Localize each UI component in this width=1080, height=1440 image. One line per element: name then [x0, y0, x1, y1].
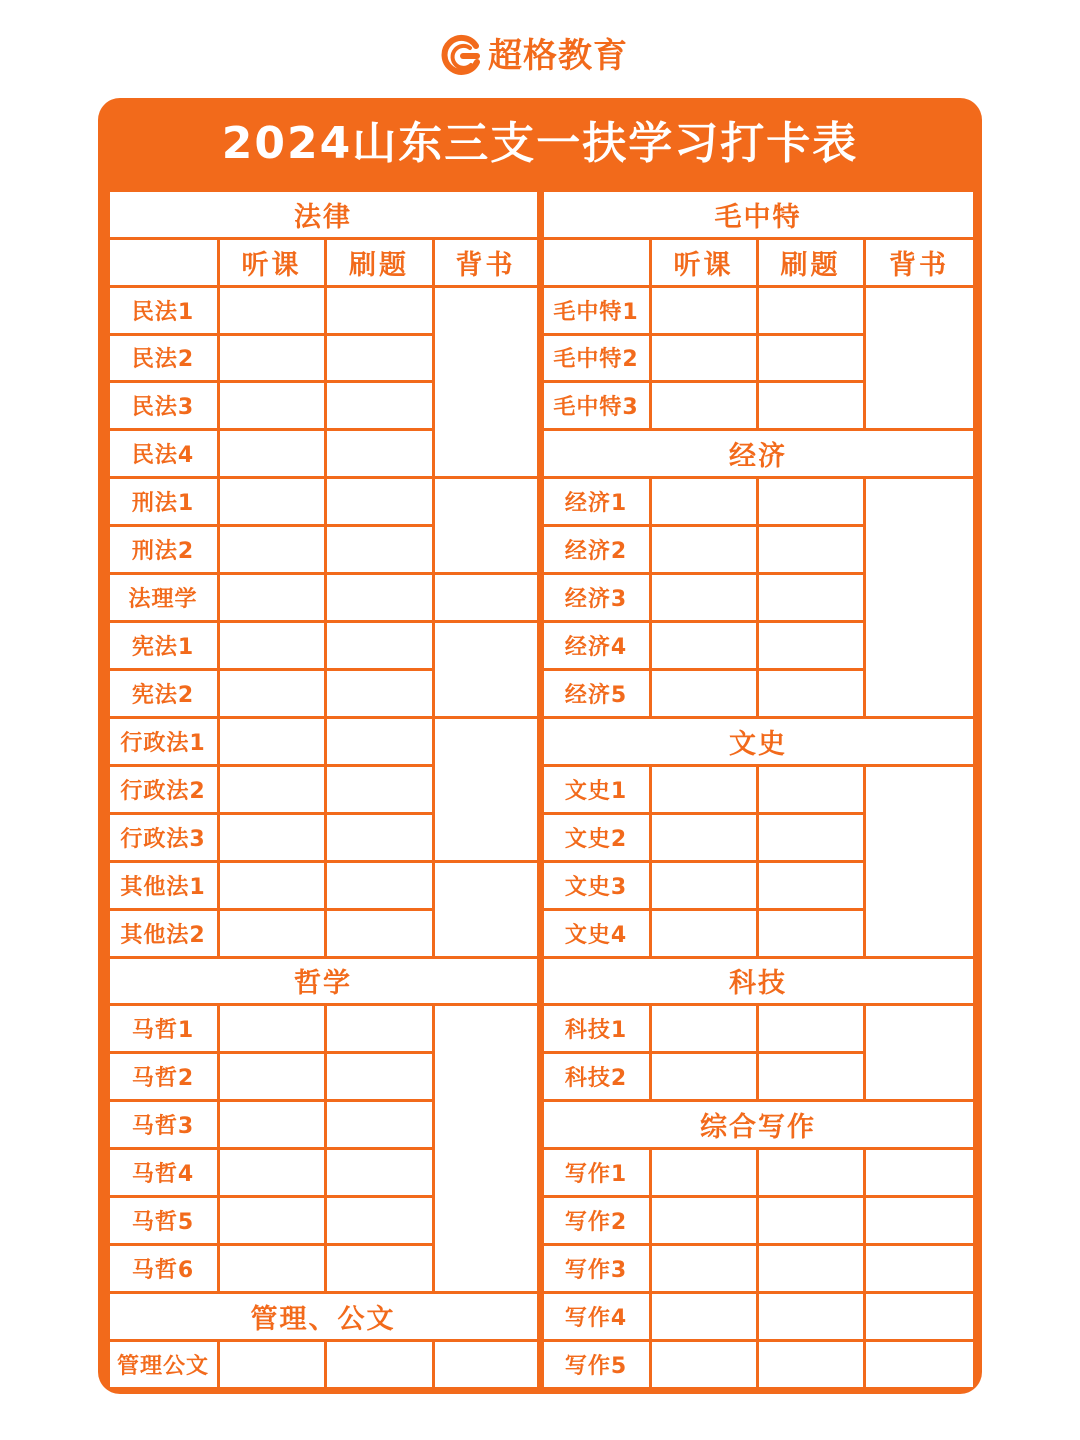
item-label-writing-3: 写作3: [544, 1246, 649, 1291]
memorize-checkbox-writing-1[interactable]: [866, 1150, 973, 1195]
memorize-checkbox-constitution[interactable]: [435, 623, 537, 716]
listen-checkbox-law-12[interactable]: [220, 815, 324, 860]
item-label-economy-5: 经济5: [544, 671, 649, 716]
item-label-history-3: 文史3: [544, 863, 649, 908]
item-label-writing-2: 写作2: [544, 1198, 649, 1243]
listen-checkbox-law-8[interactable]: [220, 623, 324, 668]
memorize-checkbox-writing-2[interactable]: [866, 1198, 973, 1243]
practice-checkbox-tech-2[interactable]: [759, 1054, 863, 1099]
practice-checkbox-philosophy-6[interactable]: [327, 1246, 432, 1291]
item-label-law-11: 行政法2: [110, 767, 217, 812]
item-label-law-4: 民法4: [110, 431, 217, 476]
item-label-philosophy-4: 马哲4: [110, 1150, 217, 1195]
practice-checkbox-writing-3[interactable]: [759, 1246, 863, 1291]
practice-checkbox-philosophy-5[interactable]: [327, 1198, 432, 1243]
section-header-tech: 科技: [544, 959, 973, 1003]
listen-checkbox-writing-1[interactable]: [652, 1150, 756, 1195]
listen-checkbox-law-3[interactable]: [220, 383, 324, 428]
listen-checkbox-law-7[interactable]: [220, 575, 324, 620]
listen-checkbox-writing-3[interactable]: [652, 1246, 756, 1291]
listen-checkbox-tech-1[interactable]: [652, 1006, 756, 1051]
practice-checkbox-law-8[interactable]: [327, 623, 432, 668]
column-header-practice: 刷题: [759, 240, 863, 285]
listen-checkbox-law-4[interactable]: [220, 431, 324, 476]
practice-checkbox-writing-2[interactable]: [759, 1198, 863, 1243]
item-label-law-3: 民法3: [110, 383, 217, 428]
column-header-listen: 听课: [220, 240, 324, 285]
practice-checkbox-mao-3[interactable]: [759, 383, 863, 428]
listen-checkbox-economy-1[interactable]: [652, 479, 756, 524]
listen-checkbox-law-6[interactable]: [220, 527, 324, 572]
item-label-economy-1: 经济1: [544, 479, 649, 524]
listen-checkbox-law-13[interactable]: [220, 863, 324, 908]
column-header-memorize: 背书: [866, 240, 973, 285]
practice-checkbox-law-6[interactable]: [327, 527, 432, 572]
practice-checkbox-mao-1[interactable]: [759, 288, 863, 333]
practice-checkbox-philosophy-1[interactable]: [327, 1006, 432, 1051]
practice-checkbox-law-10[interactable]: [327, 719, 432, 764]
listen-checkbox-writing-4[interactable]: [652, 1294, 756, 1339]
listen-checkbox-history-2[interactable]: [652, 815, 756, 860]
column-header-listen: 听课: [652, 240, 756, 285]
practice-checkbox-history-1[interactable]: [759, 767, 863, 812]
listen-checkbox-law-2[interactable]: [220, 336, 324, 380]
item-label-law-7: 法理学: [110, 575, 217, 620]
practice-checkbox-history-4[interactable]: [759, 911, 863, 956]
memorize-checkbox-jurisprudence[interactable]: [435, 575, 537, 620]
listen-checkbox-philosophy-5[interactable]: [220, 1198, 324, 1243]
memorize-checkbox-writing-3[interactable]: [866, 1246, 973, 1291]
listen-checkbox-history-1[interactable]: [652, 767, 756, 812]
item-label-writing-1: 写作1: [544, 1150, 649, 1195]
listen-checkbox-economy-2[interactable]: [652, 527, 756, 572]
listen-checkbox-law-5[interactable]: [220, 479, 324, 524]
listen-checkbox-history-4[interactable]: [652, 911, 756, 956]
listen-checkbox-law-9[interactable]: [220, 671, 324, 716]
listen-checkbox-philosophy-3[interactable]: [220, 1102, 324, 1147]
practice-checkbox-law-14[interactable]: [327, 911, 432, 956]
memorize-checkbox-tech[interactable]: [866, 1006, 973, 1099]
listen-checkbox-economy-5[interactable]: [652, 671, 756, 716]
memorize-checkbox-admin-law[interactable]: [435, 719, 537, 860]
item-label-writing-5: 写作5: [544, 1342, 649, 1387]
brand-logo-c-icon: [440, 34, 484, 78]
item-label-law-12: 行政法3: [110, 815, 217, 860]
listen-checkbox-writing-2[interactable]: [652, 1198, 756, 1243]
item-label-philosophy-6: 马哲6: [110, 1246, 217, 1291]
practice-checkbox-economy-3[interactable]: [759, 575, 863, 620]
item-label-writing-4: 写作4: [544, 1294, 649, 1339]
practice-checkbox-writing-4[interactable]: [759, 1294, 863, 1339]
column-header-practice: 刷题: [327, 240, 432, 285]
item-label-mao-2: 毛中特2: [544, 336, 649, 380]
right-header-corner: [544, 240, 649, 285]
listen-checkbox-philosophy-4[interactable]: [220, 1150, 324, 1195]
item-label-economy-2: 经济2: [544, 527, 649, 572]
practice-checkbox-law-12[interactable]: [327, 815, 432, 860]
practice-checkbox-law-4[interactable]: [327, 431, 432, 476]
listen-checkbox-law-14[interactable]: [220, 911, 324, 956]
item-label-history-2: 文史2: [544, 815, 649, 860]
listen-checkbox-law-11[interactable]: [220, 767, 324, 812]
memorize-checkbox-civil-law[interactable]: [435, 288, 537, 476]
practice-checkbox-economy-2[interactable]: [759, 527, 863, 572]
practice-checkbox-economy-1[interactable]: [759, 479, 863, 524]
practice-checkbox-mao-2[interactable]: [759, 336, 863, 380]
item-label-mao-1: 毛中特1: [544, 288, 649, 333]
item-label-law-5: 刑法1: [110, 479, 217, 524]
item-label-management-1: 管理公文: [110, 1342, 217, 1387]
item-label-law-13: 其他法1: [110, 863, 217, 908]
item-label-economy-4: 经济4: [544, 623, 649, 668]
practice-checkbox-law-3[interactable]: [327, 383, 432, 428]
listen-checkbox-mao-1[interactable]: [652, 288, 756, 333]
practice-checkbox-tech-1[interactable]: [759, 1006, 863, 1051]
listen-checkbox-history-3[interactable]: [652, 863, 756, 908]
item-label-law-6: 刑法2: [110, 527, 217, 572]
item-label-history-4: 文史4: [544, 911, 649, 956]
practice-checkbox-management-1[interactable]: [327, 1342, 432, 1387]
item-label-philosophy-2: 马哲2: [110, 1054, 217, 1099]
memorize-checkbox-writing-4[interactable]: [866, 1294, 973, 1339]
item-label-philosophy-1: 马哲1: [110, 1006, 217, 1051]
item-label-tech-2: 科技2: [544, 1054, 649, 1099]
section-header-writing: 综合写作: [544, 1102, 973, 1147]
section-header-economy: 经济: [544, 431, 973, 476]
memorize-checkbox-economy[interactable]: [866, 479, 973, 716]
item-label-tech-1: 科技1: [544, 1006, 649, 1051]
practice-checkbox-law-7[interactable]: [327, 575, 432, 620]
item-label-law-8: 宪法1: [110, 623, 217, 668]
memorize-checkbox-other-law[interactable]: [435, 863, 537, 956]
practice-checkbox-law-13[interactable]: [327, 863, 432, 908]
practice-checkbox-law-9[interactable]: [327, 671, 432, 716]
listen-checkbox-philosophy-6[interactable]: [220, 1246, 324, 1291]
section-header-law: 法律: [110, 192, 537, 237]
listen-checkbox-economy-4[interactable]: [652, 623, 756, 668]
item-label-law-14: 其他法2: [110, 911, 217, 956]
listen-checkbox-law-1[interactable]: [220, 288, 324, 333]
sheet-title: 2024山东三支一扶学习打卡表: [221, 118, 859, 169]
column-header-memorize: 背书: [435, 240, 537, 285]
item-label-law-9: 宪法2: [110, 671, 217, 716]
listen-checkbox-management-1[interactable]: [220, 1342, 324, 1387]
brand-name: 超格教育: [488, 36, 628, 76]
item-label-philosophy-5: 马哲5: [110, 1198, 217, 1243]
memorize-checkbox-writing-5[interactable]: [866, 1342, 973, 1387]
listen-checkbox-tech-2[interactable]: [652, 1054, 756, 1099]
memorize-checkbox-mao[interactable]: [866, 288, 973, 428]
memorize-checkbox-criminal-law[interactable]: [435, 479, 537, 572]
listen-checkbox-mao-2[interactable]: [652, 336, 756, 380]
practice-checkbox-economy-4[interactable]: [759, 623, 863, 668]
listen-checkbox-law-10[interactable]: [220, 719, 324, 764]
practice-checkbox-history-2[interactable]: [759, 815, 863, 860]
practice-checkbox-philosophy-4[interactable]: [327, 1150, 432, 1195]
practice-checkbox-history-3[interactable]: [759, 863, 863, 908]
practice-checkbox-philosophy-2[interactable]: [327, 1054, 432, 1099]
practice-checkbox-writing-5[interactable]: [759, 1342, 863, 1387]
section-header-management: 管理、公文: [110, 1294, 537, 1339]
memorize-checkbox-history[interactable]: [866, 767, 973, 956]
item-label-economy-3: 经济3: [544, 575, 649, 620]
section-header-philosophy: 哲学: [110, 959, 537, 1003]
practice-checkbox-law-1[interactable]: [327, 288, 432, 333]
practice-checkbox-philosophy-3[interactable]: [327, 1102, 432, 1147]
item-label-law-1: 民法1: [110, 288, 217, 333]
listen-checkbox-economy-3[interactable]: [652, 575, 756, 620]
section-header-history: 文史: [544, 719, 973, 764]
section-header-mao: 毛中特: [544, 192, 973, 237]
left-header-corner: [110, 240, 217, 285]
practice-checkbox-economy-5[interactable]: [759, 671, 863, 716]
item-label-history-1: 文史1: [544, 767, 649, 812]
item-label-mao-3: 毛中特3: [544, 383, 649, 428]
listen-checkbox-mao-3[interactable]: [652, 383, 756, 428]
practice-checkbox-law-2[interactable]: [327, 336, 432, 380]
checkin-table: [98, 190, 982, 1386]
listen-checkbox-philosophy-2[interactable]: [220, 1054, 324, 1099]
memorize-checkbox-management-1[interactable]: [435, 1342, 537, 1387]
memorize-checkbox-philosophy[interactable]: [435, 1006, 537, 1291]
practice-checkbox-law-5[interactable]: [327, 479, 432, 524]
item-label-philosophy-3: 马哲3: [110, 1102, 217, 1147]
item-label-law-10: 行政法1: [110, 719, 217, 764]
brand-logo: [440, 34, 628, 78]
listen-checkbox-writing-5[interactable]: [652, 1342, 756, 1387]
item-label-law-2: 民法2: [110, 336, 217, 380]
practice-checkbox-law-11[interactable]: [327, 767, 432, 812]
listen-checkbox-philosophy-1[interactable]: [220, 1006, 324, 1051]
practice-checkbox-writing-1[interactable]: [759, 1150, 863, 1195]
